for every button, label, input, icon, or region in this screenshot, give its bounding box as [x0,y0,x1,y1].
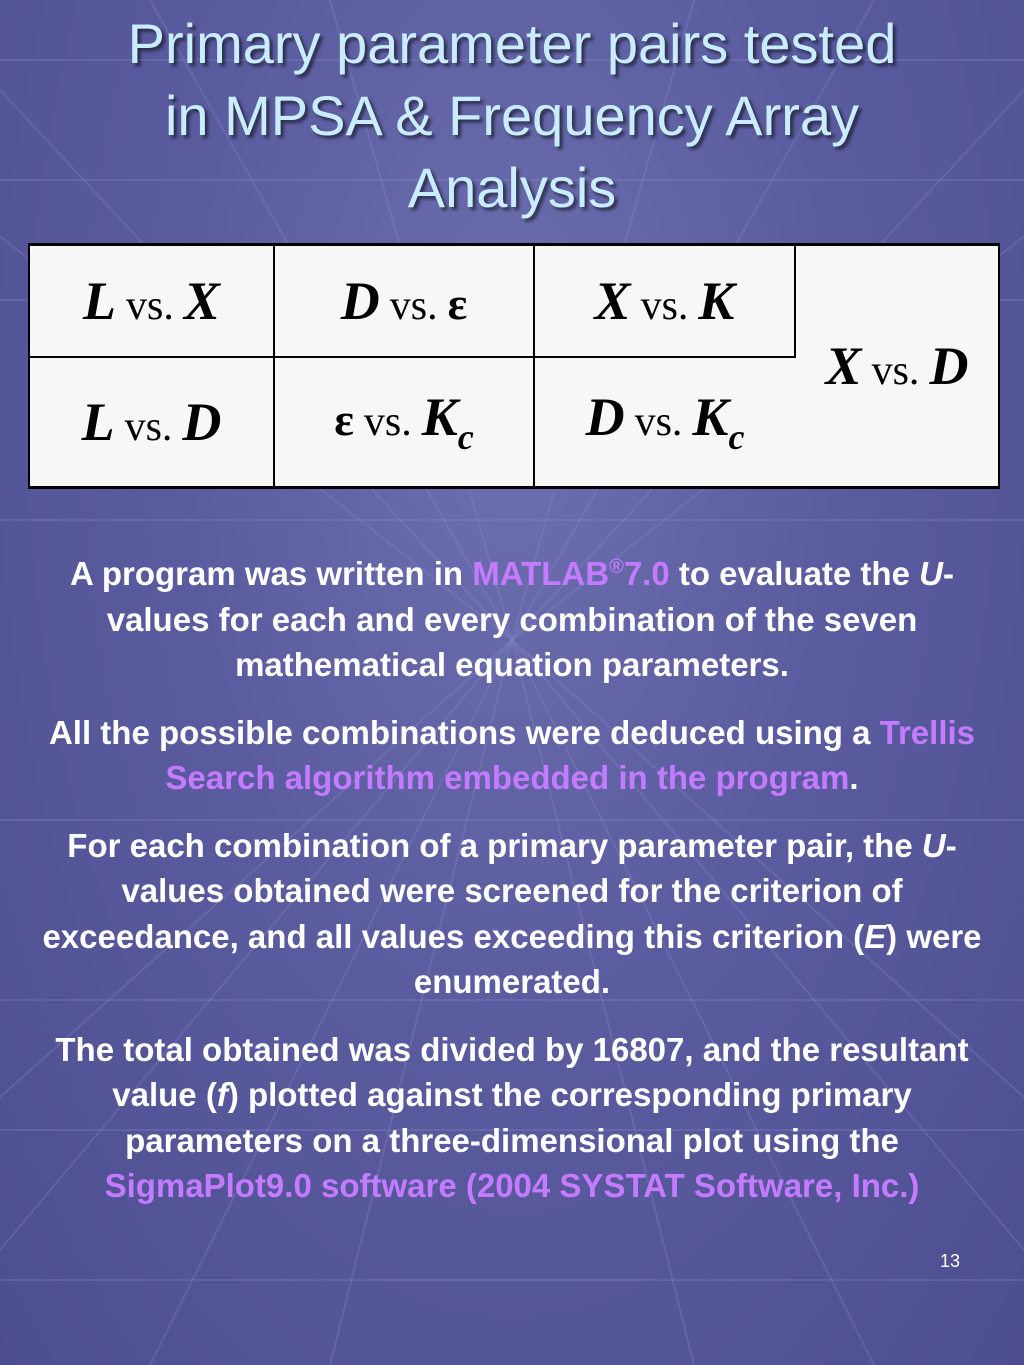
param-symbol: ε [334,394,354,446]
matlab-name: MATLAB [472,555,610,592]
text-run: -values obtained were screened for the criterion of exceedance, and all values exceeding this criterion ( [42,826,957,955]
param-symbol: D [182,392,222,453]
text-run: A program was written in [70,555,473,592]
param-symbol: L [83,271,117,332]
param-symbol: K [421,387,458,448]
table-cell-l-vs-d [29,357,274,487]
param-symbol: D [340,271,380,332]
table-row [29,245,999,358]
trellis-highlight: Trellis Search algorithm embedded in the program [165,713,976,796]
e-symbol: E [864,917,887,955]
vs-label: vs. [124,404,173,451]
paragraph-trellis [30,710,994,801]
paragraph-exceedance [30,823,994,1005]
vs-label: vs. [389,283,438,330]
table-cell-d-vs-epsilon [274,245,534,358]
text-run: For each combination of a primary parameter pair, the [67,826,922,864]
matlab-version: 7.0 [623,555,670,592]
param-symbol: X [183,271,220,332]
table-cell-epsilon-vs-kc [274,357,534,487]
text-run: ) plotted against the corresponding primary parameters on a three-dimensional plot using the [125,1076,912,1159]
table-cell-l-vs-x [29,245,274,358]
paragraph-sigmaplot [30,1027,994,1209]
matlab-highlight [472,555,669,592]
param-symbol: K [692,387,729,448]
param-subscript: c [728,417,745,458]
registered-mark: ® [609,556,624,578]
vs-label: vs. [634,399,683,446]
slide-title [0,8,1024,224]
sigmaplot-highlight: SigmaPlot9.0 software (2004 SYSTAT Software, Inc.) [104,1167,920,1204]
parameter-pairs-table [28,243,1000,489]
text-run: The total obtained was divided by 16807, and the resultant value ( [55,1030,969,1113]
table-cell-x-vs-k [534,245,795,358]
param-symbol: K [698,271,735,332]
vs-label: vs. [871,348,920,394]
text-run: -values for each and every combination of the seven mathematical equation parameters. [106,555,954,683]
param-symbol: ε [447,278,468,330]
param-subscript: c [457,417,474,458]
param-symbol: X [594,271,631,332]
text-run: to evaluate the [669,555,920,592]
table-cell-d-vs-kc [534,357,795,487]
slide-title-line-2: in MPSA & Frequency Array [164,84,860,147]
vs-label: vs. [640,283,689,330]
u-symbol: U [919,555,943,592]
vs-label: vs. [363,399,412,446]
text-run: ) were enumerated. [413,917,982,1000]
text-run: . [849,759,859,796]
f-symbol: f [216,1076,228,1113]
slide-body [30,551,994,1231]
slide-title-line-1: Primary parameter pairs tested [127,12,897,75]
param-symbol: X [825,336,862,396]
text-run: All the possible combinations were deduced using a [48,713,880,751]
param-symbol: D [585,387,625,448]
vs-label: vs. [126,283,174,330]
param-symbol: L [81,392,115,453]
u-symbol: U [921,826,946,864]
param-symbol: D [929,336,969,396]
slide-number: 13 [939,1251,961,1271]
slide-title-line-3: Analysis [407,156,617,219]
paragraph-matlab [30,551,994,688]
table-cell-x-vs-d [795,245,999,488]
